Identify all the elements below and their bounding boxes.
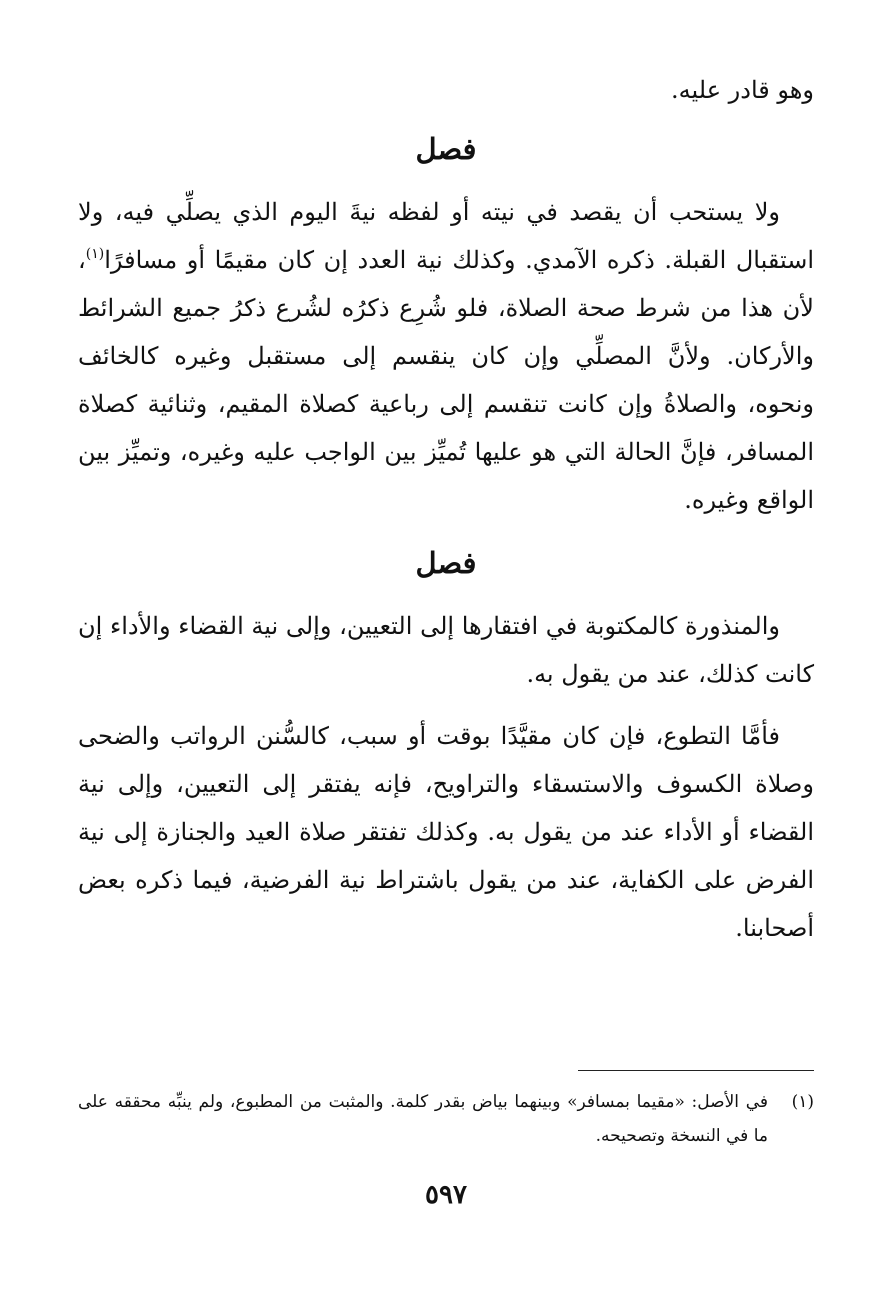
footnote-divider bbox=[578, 1070, 814, 1071]
footnote-reference[interactable]: (١) bbox=[85, 246, 105, 262]
main-text bbox=[78, 66, 814, 952]
section-2-paragraph-1: والمنذورة كالمكتوبة في افتقارها إلى التعيين، وإلى نية القضاء والأداء إن كانت كذلك، عند من يقول به. bbox=[78, 612, 814, 688]
footnote-1 bbox=[78, 1085, 814, 1153]
opening-line: وهو قادر عليه. bbox=[671, 76, 814, 104]
section-1-paragraph-1 bbox=[78, 188, 814, 524]
paragraph-text-continued: ، لأن هذا من شرط صحة الصلاة، فلو شُرِع ذكرُه لشُرع ذكرُ جميع الشرائط والأركان. ولأنَّ المصلِّي وإن كان ينقسم إلى مستقبل وغيره كالخائف ونحوه، والصلاةُ وإن كانت تنقسم إلى رباعية كصلاة المقيم، وثنائية كصلاة المسافر، فإنَّ الحالة التي هو عليها تُميِّز بين الواجب عليه وغيره، وتميِّز بين الواقع وغيره. bbox=[78, 246, 814, 514]
footnote-text: في الأصل: «مقيما بمسافر» وبينهما بياض بقدر كلمة. والمثبت من المطبوع، ولم ينبِّه محققه على ما في النسخة وتصحيحه. bbox=[78, 1092, 768, 1146]
footnote-number: (١) bbox=[791, 1092, 814, 1112]
page-number: ٥٩٧ bbox=[425, 1180, 467, 1210]
paragraph-text: ولا يستحب أن يقصد في نيته أو لفظه نيةَ اليوم الذي يصلِّي فيه، ولا استقبال القبلة. ذكره الآمدي. وكذلك نية العدد إن كان مقيمًا أو مسافرًا bbox=[78, 198, 814, 274]
section-heading-1: فصل bbox=[415, 132, 477, 166]
section-heading-2: فصل bbox=[415, 546, 477, 580]
section-2-paragraph-2: فأمَّا التطوع، فإن كان مقيَّدًا بوقت أو سبب، كالسُّنن الرواتب والضحى وصلاة الكسوف والاستسقاء والتراويح، فإنه يفتقر إلى التعيين، وإلى نية القضاء أو الأداء عند من يقول به. وكذلك تفتقر صلاة العيد والجنازة إلى نية الفرض على الكفاية، عند من يقول باشتراط نية الفرضية، فيما ذكره بعض أصحابنا. bbox=[78, 722, 815, 942]
footnotes-area bbox=[78, 1070, 814, 1153]
